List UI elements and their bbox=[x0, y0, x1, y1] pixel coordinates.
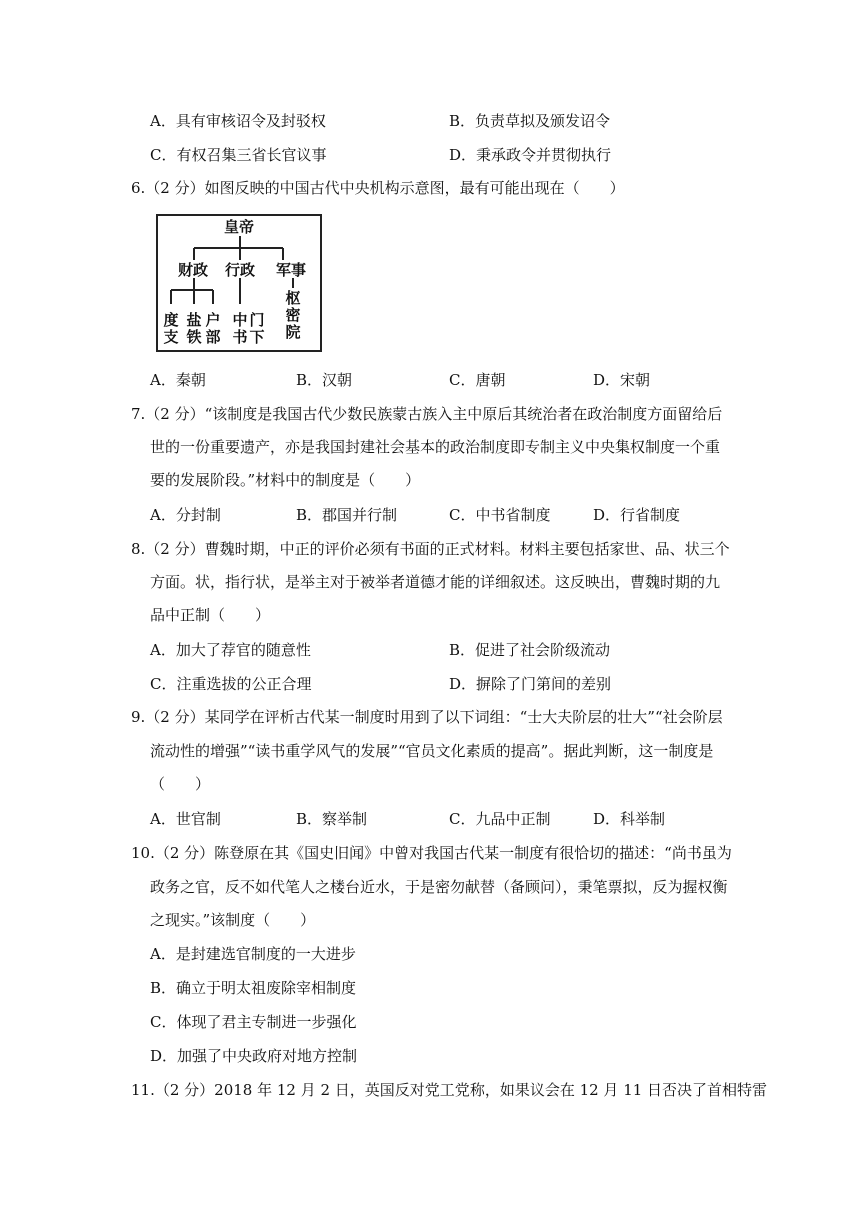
q6-option-a: A．秦朝 bbox=[150, 371, 206, 389]
q6-option-b: B．汉朝 bbox=[296, 371, 353, 389]
q7-text-line-1: 7.（2 分）“该制度是我国古代少数民族蒙古族入主中原后其统治者在政治制度方面留给后 bbox=[131, 405, 723, 423]
diagram-finance: 财政 bbox=[178, 261, 209, 279]
q7-option-a: A．分封制 bbox=[150, 506, 221, 524]
q8-option-a: A．加大了荐官的随意性 bbox=[150, 641, 311, 659]
diagram-zhongshu: 中书 bbox=[232, 311, 248, 346]
q8-text-line-3: 品中正制（ ） bbox=[150, 606, 271, 624]
q8-option-d: D．摒除了门第间的差别 bbox=[449, 675, 612, 693]
q10-option-c: C．体现了君主专制进一步强化 bbox=[150, 1013, 357, 1031]
diagram-duzhi: 度支 bbox=[163, 311, 179, 346]
diagram-shumiyuan: 枢密院 bbox=[285, 289, 301, 341]
q10-text-line-3: 之现实。”该制度（ ） bbox=[150, 911, 316, 929]
q10-option-d: D．加强了中央政府对地方控制 bbox=[150, 1047, 358, 1065]
q9-text-line-1: 9.（2 分）某同学在评析古代某一制度时用到了以下词组：“士大夫阶层的壮大”“社会阶层 bbox=[131, 708, 723, 726]
diagram-hubu: 户部 bbox=[205, 311, 221, 346]
diagram-emperor: 皇帝 bbox=[224, 218, 255, 236]
q8-text-line-2: 方面。状，指行状，是举主对于被举者道德才能的详细叙述。这反映出，曹魏时期的九 bbox=[150, 573, 721, 591]
q10-option-a: A．是封建选官制度的一大进步 bbox=[150, 945, 356, 963]
q7-text-line-2: 世的一份重要遗产，亦是我国封建社会基本的政治制度即专制主义中央集权制度一个重 bbox=[150, 438, 721, 456]
q8-text-line-1: 8.（2 分）曹魏时期，中正的评价必须有书面的正式材料。材料主要包括家世、品、状三个 bbox=[131, 540, 730, 558]
q11-text-line-1: 11.（2 分）2018 年 12 月 2 日，英国反对党工党称，如果议会在 12 月 11 日否决了首相特雷 bbox=[131, 1081, 768, 1099]
q9-option-b: B．察举制 bbox=[296, 810, 368, 828]
q8-option-b: B．促进了社会阶级流动 bbox=[449, 641, 611, 659]
q9-option-d: D．科举制 bbox=[593, 810, 666, 828]
q6-text: 6.（2 分）如图反映的中国古代中央机构示意图，最有可能出现在（ ） bbox=[131, 179, 625, 197]
diagram-administration: 行政 bbox=[225, 261, 256, 279]
q7-option-b: B．郡国并行制 bbox=[296, 506, 398, 524]
q6-option-c: C．唐朝 bbox=[449, 371, 506, 389]
q5-option-c: C．有权召集三省长官议事 bbox=[150, 146, 327, 164]
q7-option-d: D．行省制度 bbox=[593, 506, 681, 524]
q5-option-a: A．具有审核诏令及封驳权 bbox=[150, 112, 326, 130]
q5-option-d: D．秉承政令并贯彻执行 bbox=[449, 146, 612, 164]
q7-option-c: C．中书省制度 bbox=[449, 506, 551, 524]
q7-text-line-3: 要的发展阶段。”材料中的制度是（ ） bbox=[150, 471, 421, 489]
q5-option-b: B．负责草拟及颁发诏令 bbox=[449, 112, 611, 130]
q9-option-c: C．九品中正制 bbox=[449, 810, 551, 828]
q9-text-line-3: （ ） bbox=[150, 775, 211, 793]
q6-option-d: D．宋朝 bbox=[593, 371, 651, 389]
q8-option-c: C．注重选拔的公正合理 bbox=[150, 675, 312, 693]
q9-text-line-2: 流动性的增强”“读书重学风气的发展”“官员文化素质的提高”。据此判断，这一制度是 bbox=[150, 742, 714, 760]
central-institutions-diagram bbox=[156, 214, 322, 352]
diagram-military: 军事 bbox=[276, 261, 307, 279]
diagram-yantie: 盐铁 bbox=[186, 311, 202, 346]
q9-option-a: A．世官制 bbox=[150, 810, 221, 828]
q10-text-line-1: 10.（2 分）陈登原在其《国史旧闻》中曾对我国古代某一制度有很恰切的描述：“尚书虽为 bbox=[131, 844, 732, 862]
diagram-menxia: 门下 bbox=[249, 311, 265, 346]
q10-option-b: B．确立于明太祖废除宰相制度 bbox=[150, 979, 357, 997]
q10-text-line-2: 政务之官，反不如代笔人之楼台近水，于是密勿献替（备顾问），秉笔票拟，反为握权衡 bbox=[150, 878, 728, 896]
